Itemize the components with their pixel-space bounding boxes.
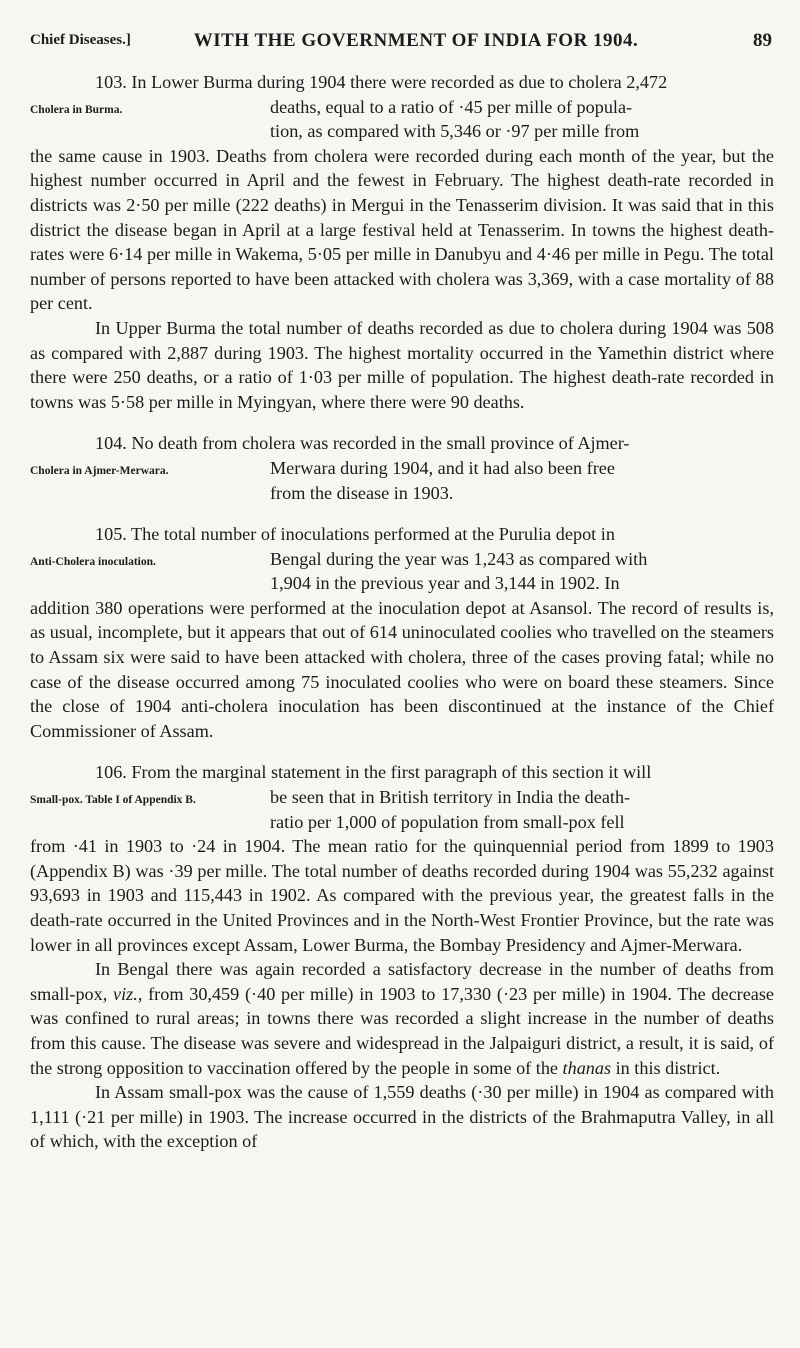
para-105-rest: addition 380 operations were performed at the inoculation depot at Asansol. The record of results is, as usual, incomplete, but it appears that out of 614 uninoculated coolies who travelled on the steamers to Assam six were said to have been attacked with cholera, three of the cases proving fatal; while no case of the disease occurred among 75 inoculated coolies who were on board these steamers. Since the close of 1904 anti-cholera inoculation has been discontinued at the instance of the Chief Commissioner of Assam. [30, 597, 774, 741]
para-106-side-line-2: ratio per 1,000 of population from small-pox fell [270, 811, 625, 832]
para-103-margin-block [30, 95, 774, 144]
para-103-side-line-1: deaths, equal to a ratio of ·45 per mille of popula- [270, 96, 633, 117]
para-assam: In Assam small-pox was the cause of 1,559 deaths (·30 per mille) in 1904 as compared with 1,111 (·21 per mille) in 1903. The increase occurred in the districts of the Brahmaputra Valley, in all of which, with the exception of [30, 1082, 774, 1152]
para-104-first-line: 104. No death from cholera was recorded in the small province of Ajmer- [95, 433, 630, 454]
para-105-margin-block [30, 547, 774, 596]
header-title: WITH THE GOVERNMENT OF INDIA FOR 1904. [193, 30, 639, 51]
para-bengal [30, 957, 774, 1080]
para-104-side-line-2: from the disease in 1903. [270, 482, 454, 503]
para-105-side-line-2: 1,904 in the previous year and 3,144 in 1902. In [270, 573, 620, 594]
margin-note-cholera-ajmer: Cholera in Ajmer-Merwara. [30, 464, 169, 477]
margin-note-cholera-burma: Cholera in Burma. [30, 103, 123, 116]
para-bengal-thanas: thanas [562, 1057, 612, 1078]
page-number: 89 [753, 30, 772, 51]
para-bengal-part-b: , from 30,459 (·40 per mille) in 1903 to 17,330 (·23 per mille) in 1904. The decrease was confined to rural areas; in towns there was recorded a slight increase in the number of deaths from this cause. The disease was severe and widespread in the Jalpaiguri district, a result, it is said, of the strong opposition to vaccination offered by the people in some of the [30, 983, 774, 1078]
para-upper-burma: In Upper Burma the total number of deaths recorded as due to cholera during 1904 was 508 as compared with 2,887 during 1903. The highest mortality occurred in the Yamethin district where there were 250 deaths, or a ratio of 1·03 per mille of population. The highest death-rate recorded in towns was 5·58 per mille in Myingyan, where there were 90 deaths. [30, 317, 774, 412]
para-103-side-line-2: tion, as compared with 5,346 or ·97 per mille from [270, 121, 640, 142]
para-103-rest: the same cause in 1903. Deaths from cholera were recorded during each month of the year, but the highest number occurred in April and the fewest in February. The highest death-rate recorded in districts was 2·50 per mille (222 deaths) in Mergui in the Tenasserim division. It was said that in this district the disease began in April at a large festival held at Tenasserim. In towns the highest death-rates were 6·14 per mille in Wakema, 5·05 per mille in Danubyu and 4·46 per mille in Pegu. The total number of persons reported to have been attacked with cholera was 3,369, with a case mortality of 88 per cent. [30, 145, 774, 314]
para-106-first-line: 106. From the marginal statement in the first paragraph of this section it will [95, 762, 652, 783]
running-header [30, 28, 772, 58]
para-bengal-viz: viz. [113, 983, 138, 1004]
para-106-side-line-1: be seen that in British territory in India the death- [270, 787, 631, 808]
header-section-label: Chief Diseases.] [30, 32, 131, 48]
document-body [30, 70, 774, 1154]
para-bengal-part-c: in this district. [611, 1057, 721, 1078]
margin-note-anti-cholera: Anti-Cholera inoculation. [30, 555, 156, 568]
para-104-margin-block [30, 456, 774, 505]
para-105-side-line-1: Bengal during the year was 1,243 as compared with [270, 548, 648, 569]
para-103-first-line: 103. In Lower Burma during 1904 there were recorded as due to cholera 2,472 [95, 72, 668, 92]
para-106-margin-block [30, 785, 774, 834]
margin-note-small-pox: Small-pox. Table I of Appendix B. [30, 794, 196, 807]
para-106-rest: from ·41 in 1903 to ·24 in 1904. The mean ratio for the quinquennial period from 1899 to 1903 (Appendix B) was ·39 per mille. The total number of deaths recorded during 1904 was 55,232 against 93,693 in 1903 and 115,443 in 1902. As compared with the previous year, the greatest falls in the death-rate occurred in the United Provinces and in the North-West Frontier Province, but the rate was lower in all provinces except Assam, Lower Burma, the Bombay Presidency and Ajmer-Merwara. [30, 836, 774, 955]
para-bengal-part-a: In Bengal there was again recorded a satisfactory decrease in the number of deaths from small-pox, [30, 959, 774, 1004]
para-104-side-line-1: Merwara during 1904, and it had also been free [270, 457, 615, 478]
para-105-first-line: 105. The total number of inoculations performed at the Purulia depot in [95, 524, 615, 545]
